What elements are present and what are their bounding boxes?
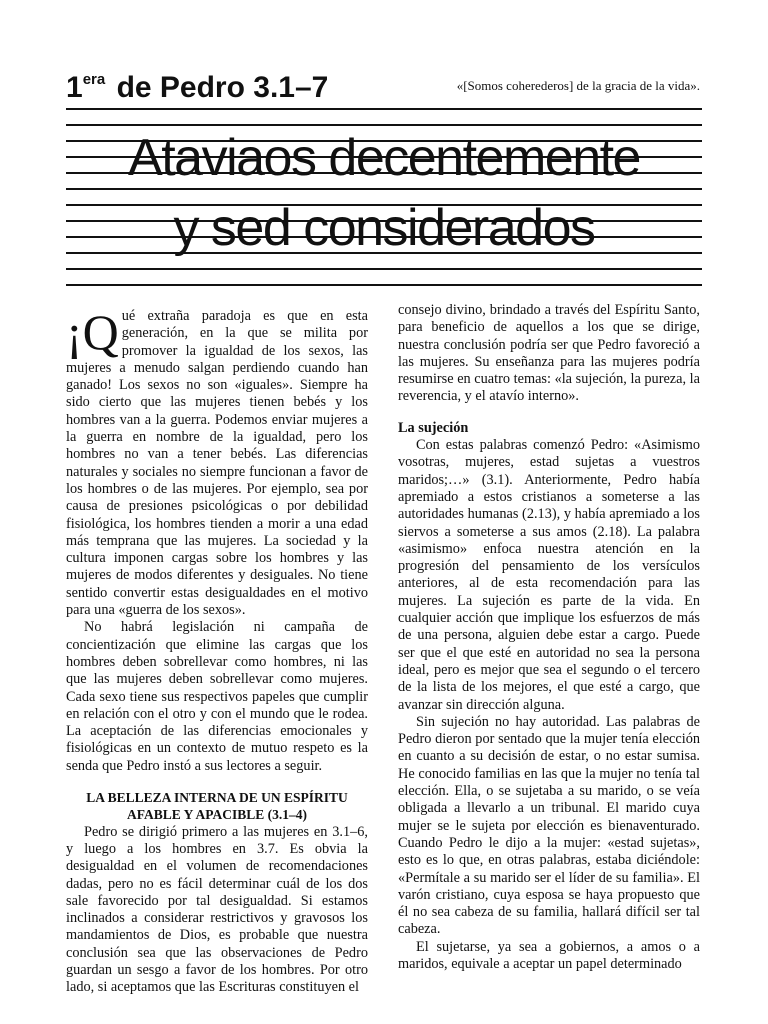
paragraph: No habrá legislación ni campaña de concientización que elimine las cargas que los hombres deben sobrellevar como hombres, ni las que las mujeres deben sobrellevar como mujeres. Cada sexo tiene sus respectivos papeles que cumplir en relación con el otro y con el mundo que le rodea. La aceptación de las diferencias emocionales y fisiológicas en un contexto de mutuo respeto es la senda que Pedro instó a sus lectores a seguir. xyxy=(66,619,368,774)
section-heading-line: AFABLE Y APACIBLE (3.1–4) xyxy=(126,807,307,823)
book-reference: de Pedro 3.1–7 xyxy=(116,71,329,104)
ruled-line xyxy=(66,268,702,270)
page-header xyxy=(66,62,700,102)
paragraph: Con estas palabras comenzó Pedro: «Asimismo vosotras, mujeres, estad sujetas a vuestros maridos;…» (3.1). Anteriormente, Pedro había apremiado a estos cristianos a someterse a las autoridades humanas (2.13), y había apremiado a los siervos a someterse a sus amos (2.18). La palabra «asimismo» enfoca nuestra atención en la progresión del pensamiento de los versículos anteriores, al de esta recomendación para las mujeres. La sujeción es parte de la vida. En cualquier acción que implique los esfuerzos de más de una persona, alguien debe estar a cargo. Puede ser que el que esté en autoridad no sea la persona ideal, pero es mejor que sea el segundo o el tercero de la lista de los mejores, el que esté a cargo, que avanzar sin dirección alguna. xyxy=(398,437,700,713)
right-column xyxy=(398,302,700,973)
ruled-line xyxy=(66,188,702,190)
intro-text: ué extraña paradoja es que en esta generación, en la que se milita por promover la igualdad de los sexos, las mujeres a menudo salgan perdiendo cuando han ganado! Los sexos no son «iguales». Siempre ha sido cierto que las mujeres tienen bebés y los hombres van a la guerra. Podemos enviar mujeres a la guerra en nombre de la igualdad, pero los hombres no van a tener bebés. Las diferencias naturales y sociales no siempre funcionan a favor de los hombres o de las mujeres. Por ejemplo, sea por causa de presiones psicológicas o por debilidad fisiológica, los hombres tienden a morir a una edad más temprana que las mujeres. La sociedad y la cultura imponen cargas sobre los hombres y las mujeres de modos diferentes y desiguales. No tiene sentido convertir estas desigualdades en el motivo para una «guerra de los sexos». xyxy=(66,308,368,619)
ruled-line xyxy=(66,284,702,286)
section-heading xyxy=(66,789,368,824)
subheading: La sujeción xyxy=(398,419,469,436)
book-ordinal-suffix: era xyxy=(82,71,106,88)
book-ordinal: 1 xyxy=(66,71,83,104)
ruled-title-block xyxy=(66,108,702,286)
paragraph: El sujetarse, ya sea a gobiernos, a amos o a maridos, equivale a aceptar un papel determinado xyxy=(398,938,700,972)
intro-paragraph xyxy=(66,304,368,619)
paragraph: Sin sujeción no hay autoridad. Las palabras de Pedro dieron por sentado que la mujer tenía elección en cuanto a su decisión de estar, o no estar sumisa. He conocido familias en las que la mujer no tenía tal elección. Ella, o se sujetaba a su marido, o se veía obligada a llevarlo a un tribunal. El marido cuya mujer se le sujeta por elección es bienaventurado. Cuando Pedro le dijo a la mujer: «estad sujetas», esto es lo que, en otras palabras, estaba diciéndole: «Permítale a su marido ser el líder de su familia». El varón cristiano, cuya esposa se haya propuesto que él no sea cabeza de su familia, hallará difícil ser tal cabeza. xyxy=(398,713,700,938)
ruled-line xyxy=(66,108,702,110)
article-title-line-1: Ataviaos decentemente xyxy=(128,129,640,187)
article-title-line-2: y sed considerados xyxy=(173,199,595,257)
drop-cap: ¡Q xyxy=(66,304,119,360)
section-heading-line: LA BELLEZA INTERNA DE UN ESPÍRITU xyxy=(86,790,348,806)
paragraph: Pedro se dirigió primero a las mujeres en 3.1–6, y luego a los hombres en 3.7. Es obvia la desigualdad en el volumen de recomendaciones dadas, pero no es fácil determinar cuál de los dos sale favorecido por tal desigualdad. Si estamos inclinados a considerar restrictivos y gravosos los mandamientos de Dios, es probable que nuestra conclusión sea que las observaciones de Pedro guardan un sesgo a favor de los hombres. Por otro lado, si aceptamos que las Escrituras constituyen el xyxy=(66,823,368,996)
paragraph: consejo divino, brindado a través del Espíritu Santo, para beneficio de aquellos a los que se dirige, nuestra conclusión podría ser que Pedro favoreció a las mujeres. Su enseñanza para las mujeres podría resumirse en cuatro temas: «la sujeción, la pureza, la reverencia, y el atavío interno». xyxy=(398,302,700,405)
theme-quote: «[Somos coherederos] de la gracia de la vida». xyxy=(456,78,700,93)
ruled-line xyxy=(66,124,702,126)
left-column xyxy=(66,304,368,997)
scripture-reference xyxy=(66,62,328,106)
